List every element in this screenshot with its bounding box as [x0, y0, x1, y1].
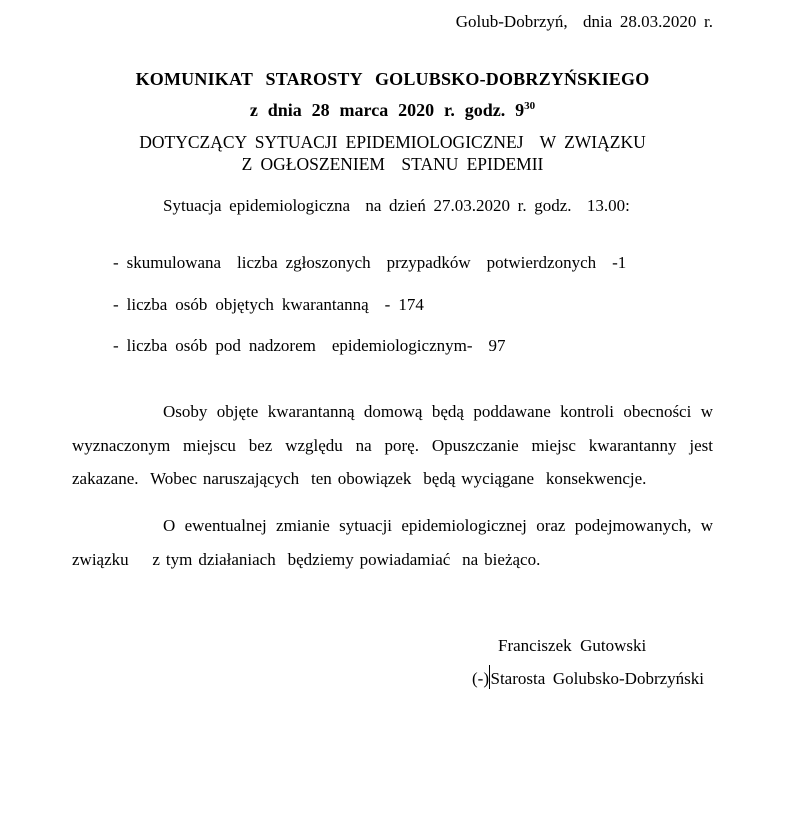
- subtitle-superscript: 30: [524, 100, 536, 112]
- signature-title-prefix: (-): [472, 669, 489, 688]
- subject-line-2: Z OGŁOSZENIEM STANU EPIDEMII: [241, 154, 544, 174]
- list-item-under-surveillance: - liczba osób pod nadzorem epidemiologicznym- 97: [113, 336, 506, 355]
- signature-title: [472, 665, 704, 689]
- communique-title: KOMUNIKAT STAROSTY GOLUBSKO-DOBRZYŃSKIEGO: [135, 69, 650, 89]
- signature-name: Franciszek Gutowski: [498, 636, 647, 655]
- paragraph-line: Osoby objęte kwarantanną domową będą poddawane kontroli obecności w: [163, 402, 713, 421]
- dateline: Golub-Dobrzyń, dnia 28.03.2020 r.: [455, 12, 713, 31]
- paragraph-line: związku z tym działaniach będziemy powiadamiać na bieżąco.: [72, 549, 541, 569]
- paragraph-updates-notice: [72, 509, 713, 576]
- paragraph-quarantine-rules: [72, 395, 713, 496]
- subtitle-text: z dnia 28 marca 2020 r. godz. 9: [249, 100, 525, 120]
- signature-title-text: Starosta Golubsko-Dobrzyński: [490, 669, 705, 688]
- paragraph-line: O ewentualnej zmianie sytuacji epidemiologicznej oraz podejmowanych, w: [163, 516, 713, 535]
- communique-subtitle: [72, 100, 713, 121]
- subject-line-1: DOTYCZĄCY SYTUACJI EPIDEMIOLOGICZNEJ W ZWIĄZKU: [139, 132, 646, 152]
- paragraph-line: wyznaczonym miejscu bez względu na porę. Opuszczanie miejsc kwarantanny jest: [72, 435, 713, 455]
- list-item-quarantined: - liczba osób objętych kwarantanną - 174: [113, 295, 424, 314]
- paragraph-line: zakazane. Wobec naruszających ten obowiązek będą wyciągane konsekwencje.: [72, 469, 647, 488]
- list-item-confirmed-cases: - skumulowana liczba zgłoszonych przypadków potwierdzonych -1: [113, 253, 627, 272]
- status-line: Sytuacja epidemiologiczna na dzień 27.03.2020 r. godz. 13.00:: [163, 196, 630, 215]
